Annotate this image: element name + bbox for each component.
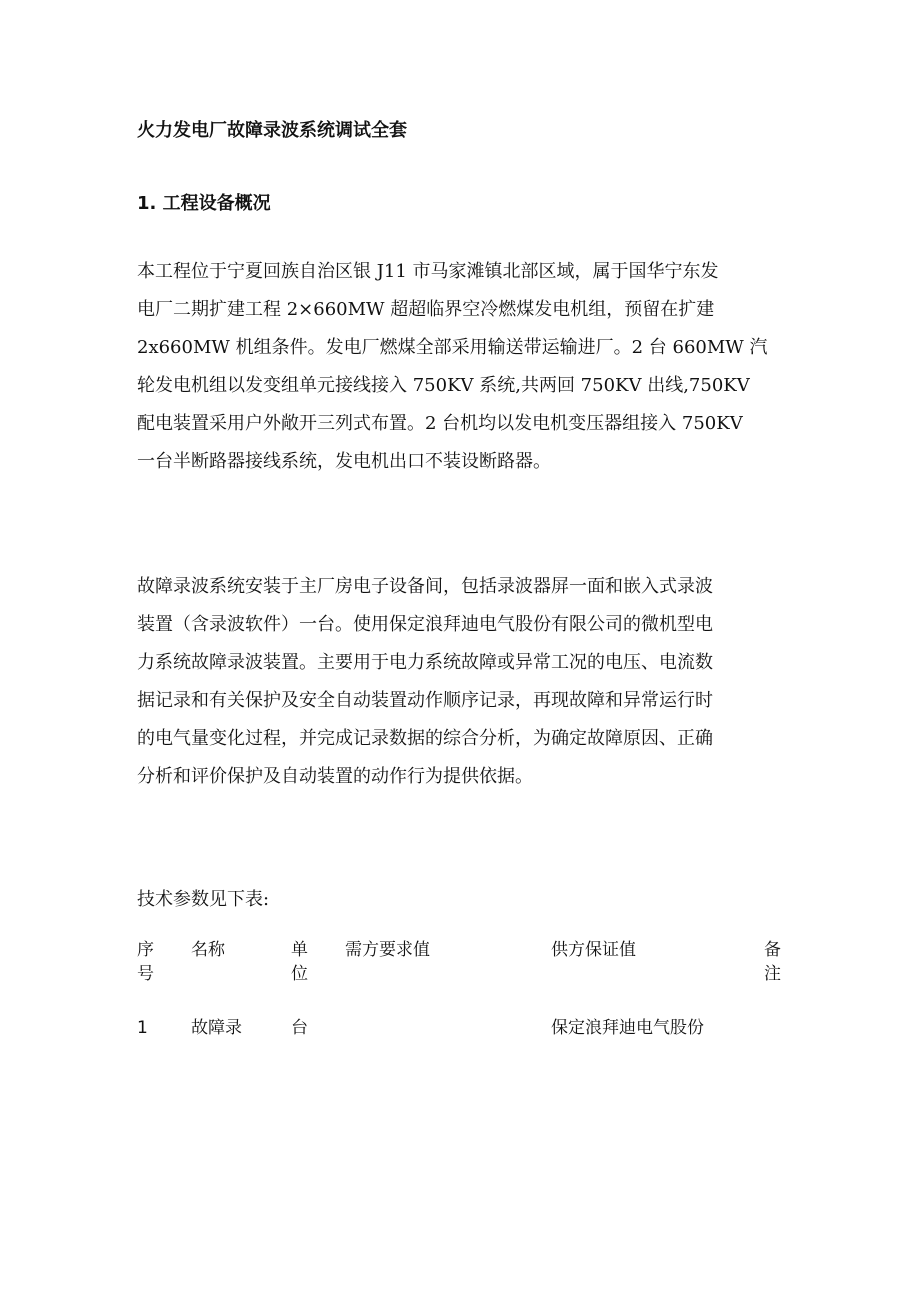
- section-heading: 1. 工程设备概况: [137, 193, 271, 214]
- header-required-value: 需方要求值: [345, 940, 430, 960]
- paragraph-line: 配电装置采用户外敞开三列式布置。2 台机均以发电机变压器组接入 750KV: [137, 413, 743, 434]
- paragraph-line: 本工程位于宁夏回族自治区银 J11 市马家滩镇北部区域，属于国华宁东发: [137, 261, 719, 282]
- table-row-1-name: 故障录: [191, 1018, 242, 1038]
- table-row-1-guaranteed-value: 保定浪拜迪电气股份: [551, 1018, 704, 1038]
- table-row-1-unit: 台: [291, 1018, 308, 1038]
- paragraph-line: 的电气量变化过程，并完成记录数据的综合分析，为确定故障原因、正确: [137, 728, 713, 749]
- paragraph-line: 据记录和有关保护及安全自动装置动作顺序记录，再现故障和异常运行时: [137, 690, 713, 711]
- paragraph-line: 分析和评价保护及自动装置的动作行为提供依据。: [137, 766, 533, 787]
- paragraph-line: 故障录波系统安装于主厂房电子设备间，包括录波器屏一面和嵌入式录波: [137, 576, 713, 597]
- header-name: 名称: [191, 940, 225, 960]
- header-unit-line2: 位: [291, 964, 308, 984]
- header-guaranteed-value: 供方保证值: [551, 940, 636, 960]
- header-remark-line2: 注: [764, 964, 781, 984]
- header-index-line1: 序: [137, 940, 154, 960]
- paragraph-line: 一台半断路器接线系统，发电机出口不装设断路器。: [137, 451, 551, 472]
- paragraph-line: 装置（含录波软件）一台。使用保定浪拜迪电气股份有限公司的微机型电: [137, 614, 713, 635]
- header-unit-line1: 单: [291, 940, 308, 960]
- document-title: 火力发电厂故障录波系统调试全套: [137, 120, 407, 141]
- table-intro: 技术参数见下表:: [137, 889, 270, 910]
- paragraph-line: 力系统故障录波装置。主要用于电力系统故障或异常工况的电压、电流数: [137, 652, 713, 673]
- table-row-1-index: 1: [137, 1018, 148, 1038]
- header-index-line2: 号: [137, 964, 154, 984]
- paragraph-line: 轮发电机组以发变组单元接线接入 750KV 系统,共两回 750KV 出线,750KV: [137, 375, 750, 396]
- paragraph-line: 电厂二期扩建工程 2×660MW 超超临界空冷燃煤发电机组，预留在扩建: [137, 299, 715, 320]
- paragraph-line: 2x660MW 机组条件。发电厂燃煤全部采用输送带运输进厂。2 台 660MW 汽: [137, 337, 768, 358]
- header-remark-line1: 备: [764, 940, 781, 960]
